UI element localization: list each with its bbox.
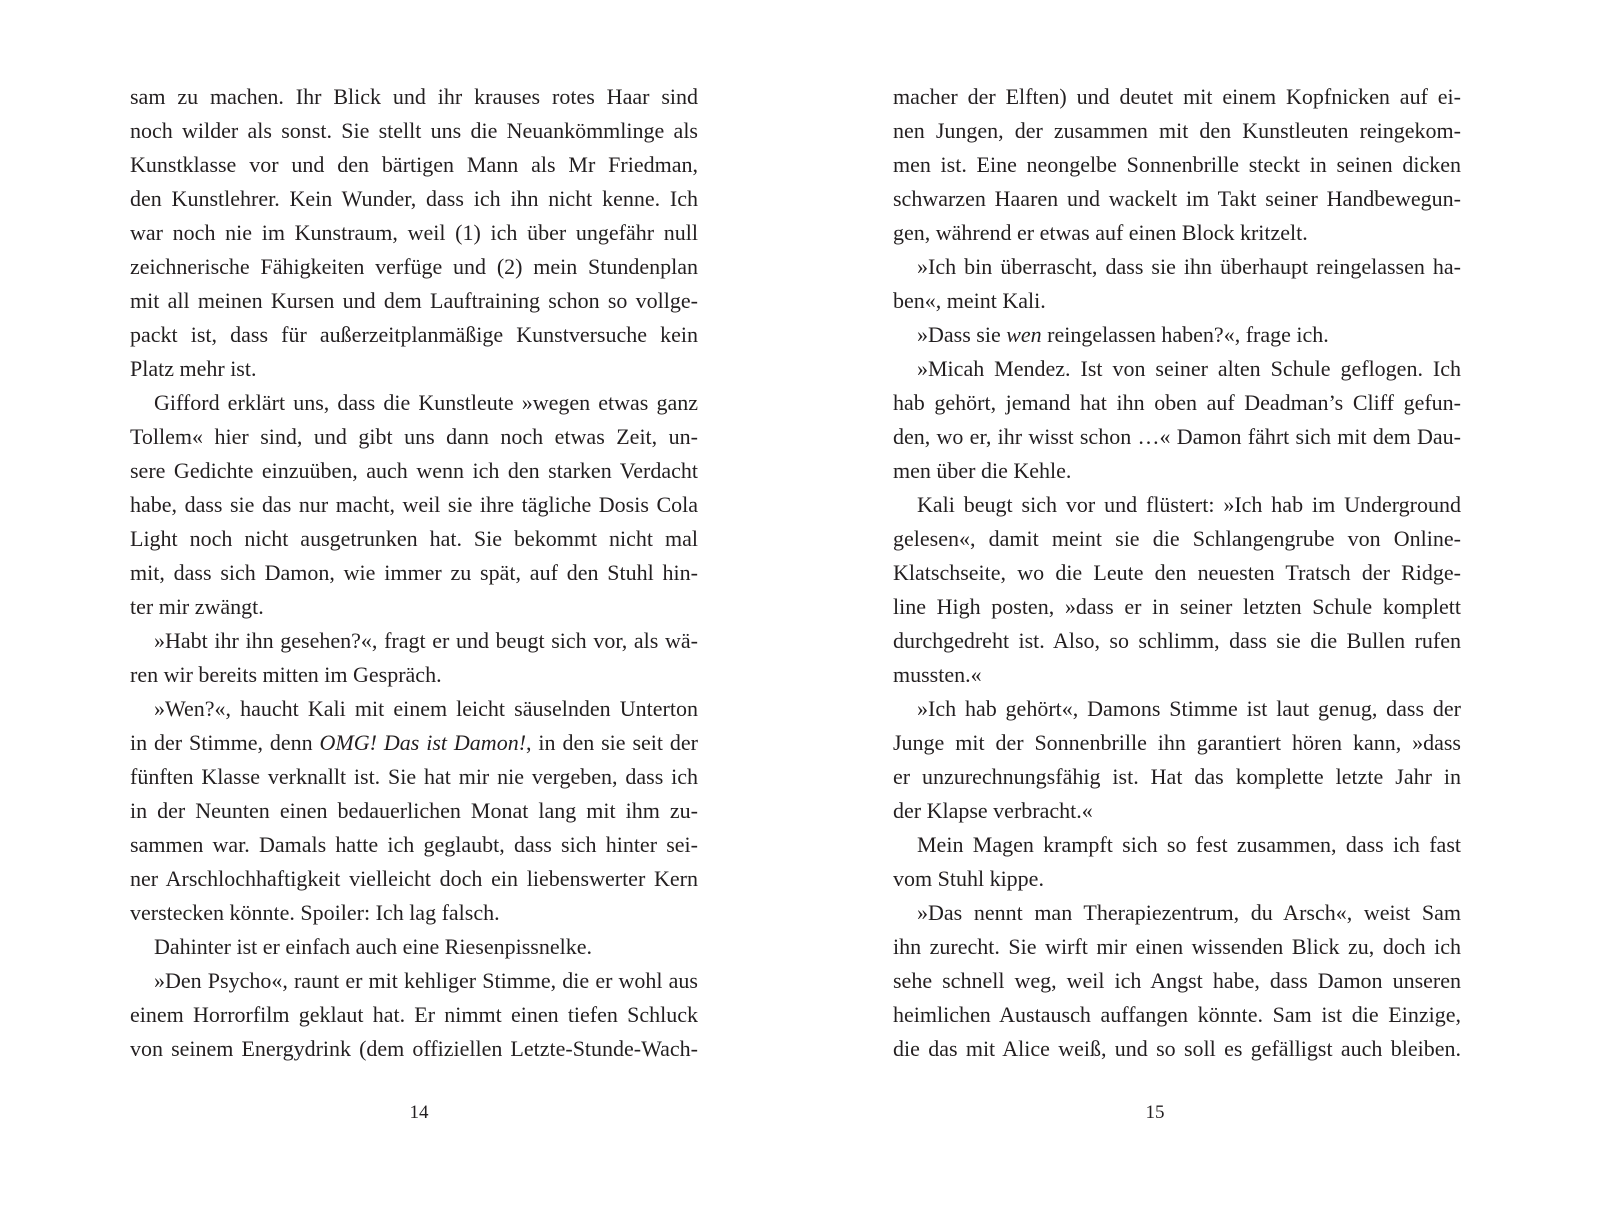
text-line xyxy=(130,726,698,760)
text-line: »Habt ihr ihn gesehen?«, fragt er und beugt sich vor, als wä- xyxy=(154,628,698,653)
emphasized-text: OMG! Das ist Damon! xyxy=(319,730,527,755)
page-number: 15 xyxy=(1145,1102,1165,1123)
text-line: ter mir zwängt. xyxy=(130,594,264,619)
text-line: durchgedreht ist. Also, so schlimm, dass sie die Bullen rufen xyxy=(893,628,1461,653)
text-line: »Ich bin überrascht, dass sie ihn überhaupt reingelassen ha- xyxy=(917,254,1461,279)
text-line: Tollem« hier sind, und gibt uns dann noch etwas Zeit, un- xyxy=(130,424,698,449)
text-line: Klatschseite, wo die Leute den neuesten Tratsch der Ridge- xyxy=(893,560,1461,585)
text-line: sam zu machen. Ihr Blick und ihr krauses rotes Haar sind xyxy=(130,84,698,109)
text-line: schwarzen Haaren und wackelt im Takt seiner Handbewegun- xyxy=(893,186,1461,211)
text-line: noch wilder als sonst. Sie stellt uns die Neuankömmlinge als xyxy=(130,118,698,143)
text-segment: in der Stimme, denn xyxy=(130,730,320,755)
text-line: »Micah Mendez. Ist von seiner alten Schule geflogen. Ich xyxy=(917,356,1461,381)
text-line: in der Neunten einen bedauerlichen Monat lang mit ihm zu- xyxy=(130,798,698,823)
text-line: den Kunstlehrer. Kein Wunder, dass ich ihn nicht kenne. Ich xyxy=(130,186,698,211)
text-line: hab gehört, jemand hat ihn oben auf Deadman’s Cliff gefun- xyxy=(893,390,1461,415)
text-line: die das mit Alice weiß, und so soll es gefälligst auch bleiben. xyxy=(893,1036,1461,1061)
right-page-text xyxy=(893,80,1461,1066)
text-line: von seinem Energydrink (dem offiziellen Letzte-Stunde-Wach- xyxy=(130,1036,698,1061)
text-line: sere Gedichte einzuüben, auch wenn ich den starken Verdacht xyxy=(130,458,698,483)
text-line: packt ist, dass für außerzeitplanmäßige Kunstversuche kein xyxy=(130,322,698,347)
left-page-text xyxy=(130,80,698,1066)
text-line: war noch nie im Kunstraum, weil (1) ich über ungefähr null xyxy=(130,220,698,245)
text-line xyxy=(893,318,1461,352)
text-line: Mein Magen krampft sich so fest zusammen, dass ich fast xyxy=(917,832,1461,857)
text-line: »Den Psycho«, raunt er mit kehliger Stimme, die er wohl aus xyxy=(154,968,698,993)
right-page xyxy=(800,0,1600,1215)
text-line: fünften Klasse verknallt ist. Sie hat mir nie vergeben, dass ich xyxy=(130,764,698,789)
text-segment: , in den sie seit der xyxy=(526,730,699,755)
text-line: gen, während er etwas auf einen Block kritzelt. xyxy=(893,220,1308,245)
text-line: ben«, meint Kali. xyxy=(893,288,1046,313)
text-line: er unzurechnungsfähig ist. Hat das komplette letzte Jahr in xyxy=(893,764,1461,789)
text-line: sehe schnell weg, weil ich Angst habe, dass Damon unseren xyxy=(893,968,1461,993)
text-line: line High posten, »dass er in seiner letzten Schule komplett xyxy=(893,594,1461,619)
text-line: einem Horrorfilm geklaut hat. Er nimmt einen tiefen Schluck xyxy=(130,1002,698,1027)
text-line: »Das nennt man Therapiezentrum, du Arsch«, weist Sam xyxy=(917,900,1461,925)
text-line: Kunstklasse vor und den bärtigen Mann als Mr Friedman, xyxy=(130,152,698,177)
text-line: zeichnerische Fähigkeiten verfüge und (2) mein Stundenplan xyxy=(130,254,698,279)
text-segment: reingelassen haben?«, frage ich. xyxy=(1041,322,1329,347)
text-line: Dahinter ist er einfach auch eine Riesenpissnelke. xyxy=(154,934,593,959)
text-line: ren wir bereits mitten im Gespräch. xyxy=(130,662,442,687)
text-line: ner Arschlochhaftigkeit vielleicht doch ein liebenswerter Kern xyxy=(130,866,698,891)
emphasized-text: wen xyxy=(1006,322,1042,347)
text-line: men ist. Eine neongelbe Sonnenbrille steckt in seinen dicken xyxy=(893,152,1461,177)
text-line: macher der Elften) und deutet mit einem Kopfnicken auf ei- xyxy=(893,84,1461,109)
text-segment: »Dass sie xyxy=(917,322,1007,347)
text-line: Gifford erklärt uns, dass die Kunstleute »wegen etwas ganz xyxy=(154,390,698,415)
text-line: mit all meinen Kursen und dem Lauftraining schon so vollge- xyxy=(130,288,698,313)
text-line: heimlichen Austausch auffangen könnte. Sam ist die Einzige, xyxy=(893,1002,1461,1027)
text-line: den, wo er, ihr wisst schon …« Damon fährt sich mit dem Dau- xyxy=(893,424,1461,449)
text-line: gelesen«, damit meint sie die Schlangengrube von Online- xyxy=(893,526,1461,551)
text-line: Kali beugt sich vor und flüstert: »Ich hab im Underground xyxy=(917,492,1461,517)
text-line: Junge mit der Sonnenbrille ihn garantiert hören kann, »dass xyxy=(893,730,1461,755)
text-line: der Klapse verbracht.« xyxy=(893,798,1093,823)
text-line: men über die Kehle. xyxy=(893,458,1072,483)
text-line: nen Jungen, der zusammen mit den Kunstleuten reingekom- xyxy=(893,118,1461,143)
text-line: ihn zurecht. Sie wirft mir einen wissenden Blick zu, doch ich xyxy=(893,934,1461,959)
text-line: vom Stuhl kippe. xyxy=(893,866,1044,891)
text-line: »Wen?«, haucht Kali mit einem leicht säuselnden Unterton xyxy=(154,696,698,721)
text-line: Light noch nicht ausgetrunken hat. Sie bekommt nicht mal xyxy=(130,526,698,551)
text-line: mussten.« xyxy=(893,662,982,687)
text-line: sammen war. Damals hatte ich geglaubt, dass sich hinter sei- xyxy=(130,832,698,857)
text-line: Platz mehr ist. xyxy=(130,356,257,381)
text-line: verstecken könnte. Spoiler: Ich lag falsch. xyxy=(130,900,500,925)
page-number: 14 xyxy=(409,1102,429,1123)
text-line: »Ich hab gehört«, Damons Stimme ist laut genug, dass der xyxy=(917,696,1461,721)
text-line: habe, dass sie das nur macht, weil sie ihre tägliche Dosis Cola xyxy=(130,492,698,517)
text-line: mit, dass sich Damon, wie immer zu spät, auf den Stuhl hin- xyxy=(130,560,698,585)
